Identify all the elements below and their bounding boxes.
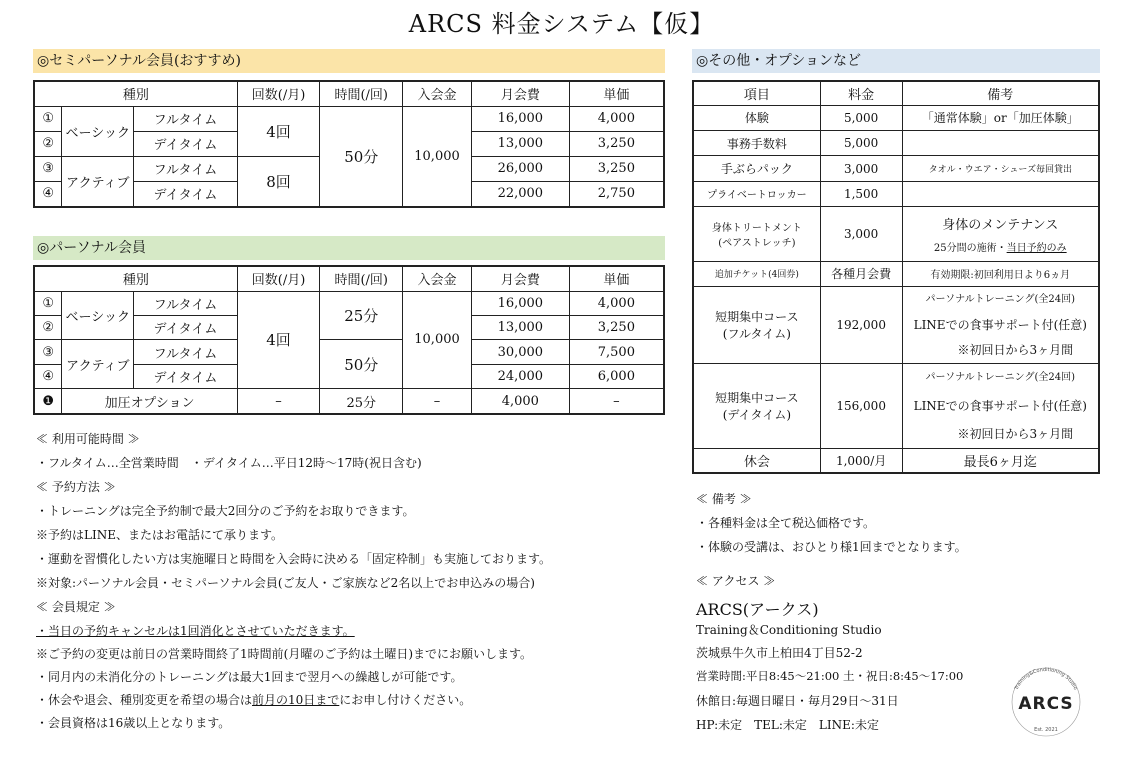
- booking-heading: ≪ 予約方法 ≫: [36, 480, 116, 494]
- options-table: [692, 80, 1100, 474]
- header-type: 種別: [34, 81, 237, 106]
- plan-category: アクティブ: [62, 156, 134, 207]
- row-number: ①: [34, 106, 62, 131]
- option-item: [693, 287, 820, 364]
- option-item-line: 短期集中コース: [715, 310, 799, 325]
- option-note-line: ※初回日から3ヶ月間: [957, 343, 1074, 358]
- plan-subtype: フルタイム: [134, 340, 238, 364]
- booking-line: ※対象:パーソナル会員・セミパーソナル会員(ご友人・ご家族など2名以上でお申込みの場合): [36, 576, 535, 590]
- header-price: 料金: [820, 81, 902, 105]
- studio-address: 茨城県牛久市上柏田4丁目52-2: [696, 646, 863, 660]
- monthly-fee: 22,000: [471, 181, 569, 207]
- header-entry: 入会金: [403, 81, 472, 106]
- option-price: 3,000: [820, 207, 902, 262]
- option-note: [902, 181, 1099, 206]
- rules-line: ※ご予約の変更は前日の営業時間終了1時間前(月曜のご予約は土曜日)までにお願いします。: [36, 647, 533, 661]
- hours-text: ・フルタイム…全営業時間 ・デイタイム…平日12時〜17時(祝日含む): [36, 456, 422, 470]
- options-heading: ◎その他・オプションなど: [692, 49, 1100, 73]
- plan-subtype: フルタイム: [134, 291, 238, 315]
- access-heading: ≪ アクセス ≫: [696, 574, 776, 588]
- option-item-line: 短期集中コース: [715, 391, 799, 406]
- hours-heading: ≪ 利用可能時間 ≫: [36, 432, 140, 446]
- option-note-line: パーソナルトレーニング(全24回): [925, 294, 1075, 306]
- plan-subtype: フルタイム: [134, 106, 238, 131]
- option-item: 事務手数料: [693, 131, 820, 156]
- option-price: 各種月会費: [820, 261, 902, 286]
- option-entry: –: [403, 389, 472, 414]
- option-note-line: LINEでの食事サポート付(任意): [913, 318, 1087, 333]
- rules-text: にお申し付けください。: [339, 693, 472, 707]
- option-fee: 4,000: [471, 389, 569, 414]
- option-item: [693, 207, 820, 262]
- time-cell: 50分: [320, 340, 403, 389]
- page-title: ARCS 料金システム【仮】: [408, 10, 715, 38]
- option-item: 手ぶらパック: [693, 156, 820, 181]
- option-price: 192,000: [820, 287, 902, 364]
- entry-fee-cell: 10,000: [403, 291, 472, 389]
- row-number: ②: [34, 131, 62, 156]
- option-price: 1,000/月: [820, 449, 902, 473]
- option-price: 156,000: [820, 364, 902, 449]
- rules-line: ・当日の予約キャンセルは1回消化とさせていただきます。: [36, 624, 355, 638]
- header-note: 備考: [902, 81, 1099, 105]
- rules-underline-text: 前月の10日まで: [252, 693, 340, 707]
- unit-price: 3,250: [569, 156, 664, 181]
- note-underline-text: 当日予約のみ: [1006, 243, 1067, 255]
- rules-heading: ≪ 会員規定 ≫: [36, 600, 116, 614]
- plan-category: アクティブ: [62, 340, 134, 389]
- option-note: 最長6ヶ月迄: [902, 449, 1099, 473]
- studio-contact: HP:未定 TEL:未定 LINE:未定: [696, 718, 879, 732]
- monthly-fee: 30,000: [471, 340, 569, 364]
- row-number: ③: [34, 156, 62, 181]
- plan-subtype: デイタイム: [134, 131, 238, 156]
- count-cell: 8回: [237, 156, 320, 207]
- option-price: 3,000: [820, 156, 902, 181]
- unit-price: 6,000: [569, 364, 664, 388]
- unit-price: 7,500: [569, 340, 664, 364]
- option-note: 「通常体験」or「加圧体験」: [902, 105, 1099, 130]
- rules-text: ・休会や退会、種別変更を希望の場合は: [36, 693, 253, 707]
- booking-line: ・運動を習慣化したい方は実施曜日と時間を入会時に決める「固定枠制」も実施しております。: [36, 552, 552, 566]
- header-fee: 月会費: [471, 81, 569, 106]
- monthly-fee: 16,000: [471, 291, 569, 315]
- semi-personal-heading: ◎セミパーソナル会員(おすすめ): [33, 49, 665, 73]
- header-count: 回数(/月): [237, 266, 320, 291]
- row-number: ①: [34, 291, 62, 315]
- option-price: 5,000: [820, 131, 902, 156]
- remarks-line: ・各種料金は全て税込価格です。: [696, 516, 876, 530]
- time-cell: 25分: [320, 291, 403, 340]
- option-item-line: (フルタイム): [722, 327, 791, 342]
- plan-subtype: デイタイム: [134, 364, 238, 388]
- plan-subtype: デイタイム: [134, 316, 238, 340]
- monthly-fee: 13,000: [471, 316, 569, 340]
- unit-price: 4,000: [569, 106, 664, 131]
- plan-subtype: デイタイム: [134, 181, 238, 207]
- header-time: 時間(/回): [320, 81, 403, 106]
- plan-category: ベーシック: [62, 106, 134, 156]
- option-note: [902, 131, 1099, 156]
- semi-personal-table: [33, 80, 665, 208]
- option-item: 追加チケット(4回券): [693, 261, 820, 286]
- header-entry: 入会金: [403, 266, 472, 291]
- rules-line: [36, 691, 471, 708]
- booking-line: ・トレーニングは完全予約制で最大2回分のご予約をお取りできます。: [36, 504, 415, 518]
- option-item: プライベートロッカー: [693, 181, 820, 206]
- personal-heading: ◎パーソナル会員: [33, 236, 665, 260]
- header-item: 項目: [693, 81, 820, 105]
- monthly-fee: 26,000: [471, 156, 569, 181]
- option-note: 有効期限:初回利用日より6ヵ月: [902, 261, 1099, 286]
- option-price: 5,000: [820, 105, 902, 130]
- option-item: [693, 364, 820, 449]
- header-count: 回数(/月): [237, 81, 320, 106]
- rules-line: ・会員資格は16歳以上となります。: [36, 716, 231, 730]
- studio-holiday: 休館日:毎週日曜日・毎月29日〜31日: [696, 694, 899, 708]
- monthly-fee: 13,000: [471, 131, 569, 156]
- header-type: 種別: [34, 266, 237, 291]
- row-number: ④: [34, 181, 62, 207]
- count-cell: 4回: [237, 106, 320, 156]
- svg-text:ARCS: ARCS: [1018, 694, 1074, 714]
- option-price: 1,500: [820, 181, 902, 206]
- personal-table: [33, 265, 665, 415]
- unit-price: 4,000: [569, 291, 664, 315]
- option-note-line: [903, 239, 1098, 254]
- entry-fee-cell: 10,000: [403, 106, 472, 207]
- option-note: [902, 364, 1099, 449]
- header-unit: 単価: [569, 81, 664, 106]
- remarks-line: ・体験の受講は、おひとり様1回までとなります。: [696, 540, 967, 554]
- option-item: 体験: [693, 105, 820, 130]
- arcs-logo: [1003, 662, 1089, 742]
- unit-price: 3,250: [569, 131, 664, 156]
- svg-text:Training&Conditioning Studio: Training&Conditioning Studio: [1013, 666, 1079, 691]
- monthly-fee: 16,000: [471, 106, 569, 131]
- plan-subtype: フルタイム: [134, 156, 238, 181]
- unit-price: 3,250: [569, 316, 664, 340]
- option-label: 加圧オプション: [62, 389, 237, 414]
- option-note-line: 身体のメンテナンス: [942, 218, 1059, 234]
- booking-line: ※予約はLINE、またはお電話にて承ります。: [36, 528, 284, 542]
- header-unit: 単価: [569, 266, 664, 291]
- unit-price: 2,750: [569, 181, 664, 207]
- header-fee: 月会費: [471, 266, 569, 291]
- plan-category: ベーシック: [62, 291, 134, 340]
- row-number: ③: [34, 340, 62, 364]
- count-cell: 4回: [237, 291, 320, 389]
- row-number: ②: [34, 316, 62, 340]
- option-count: –: [237, 389, 320, 414]
- svg-text:Est. 2021: Est. 2021: [1034, 727, 1058, 733]
- rules-line: ・同月内の未消化分のトレーニングは最大1回まで翌月への繰越しが可能です。: [36, 670, 463, 684]
- row-number: ④: [34, 364, 62, 388]
- option-item-line: (デイタイム): [722, 408, 792, 423]
- option-note-line: パーソナルトレーニング(全24回): [925, 372, 1075, 384]
- option-note: [902, 207, 1099, 262]
- option-note-line: ※初回日から3ヶ月間: [957, 427, 1074, 442]
- remarks-heading: ≪ 備考 ≫: [696, 492, 752, 506]
- studio-hours: 営業時間:平日8:45〜21:00 土・祝日:8:45〜17:00: [696, 669, 964, 683]
- option-time: 25分: [320, 389, 403, 414]
- time-cell: 50分: [320, 106, 403, 207]
- option-note: タオル・ウエア・シューズ毎回貸出: [902, 156, 1099, 181]
- option-item: 休会: [693, 449, 820, 473]
- option-item-line: 身体トリートメント: [711, 222, 802, 234]
- monthly-fee: 24,000: [471, 364, 569, 388]
- option-number: ❶: [34, 389, 62, 414]
- option-item-line: (ペアストレッチ): [718, 237, 796, 249]
- studio-subtitle: Training＆Conditioning Studio: [696, 623, 882, 637]
- note-text: 25分間の施術・: [933, 243, 1007, 255]
- option-note-line: LINEでの食事サポート付(任意): [913, 399, 1087, 414]
- studio-name: ARCS(アークス): [696, 600, 819, 619]
- option-note: [902, 287, 1099, 364]
- option-unit: –: [569, 389, 664, 414]
- header-time: 時間(/回): [320, 266, 403, 291]
